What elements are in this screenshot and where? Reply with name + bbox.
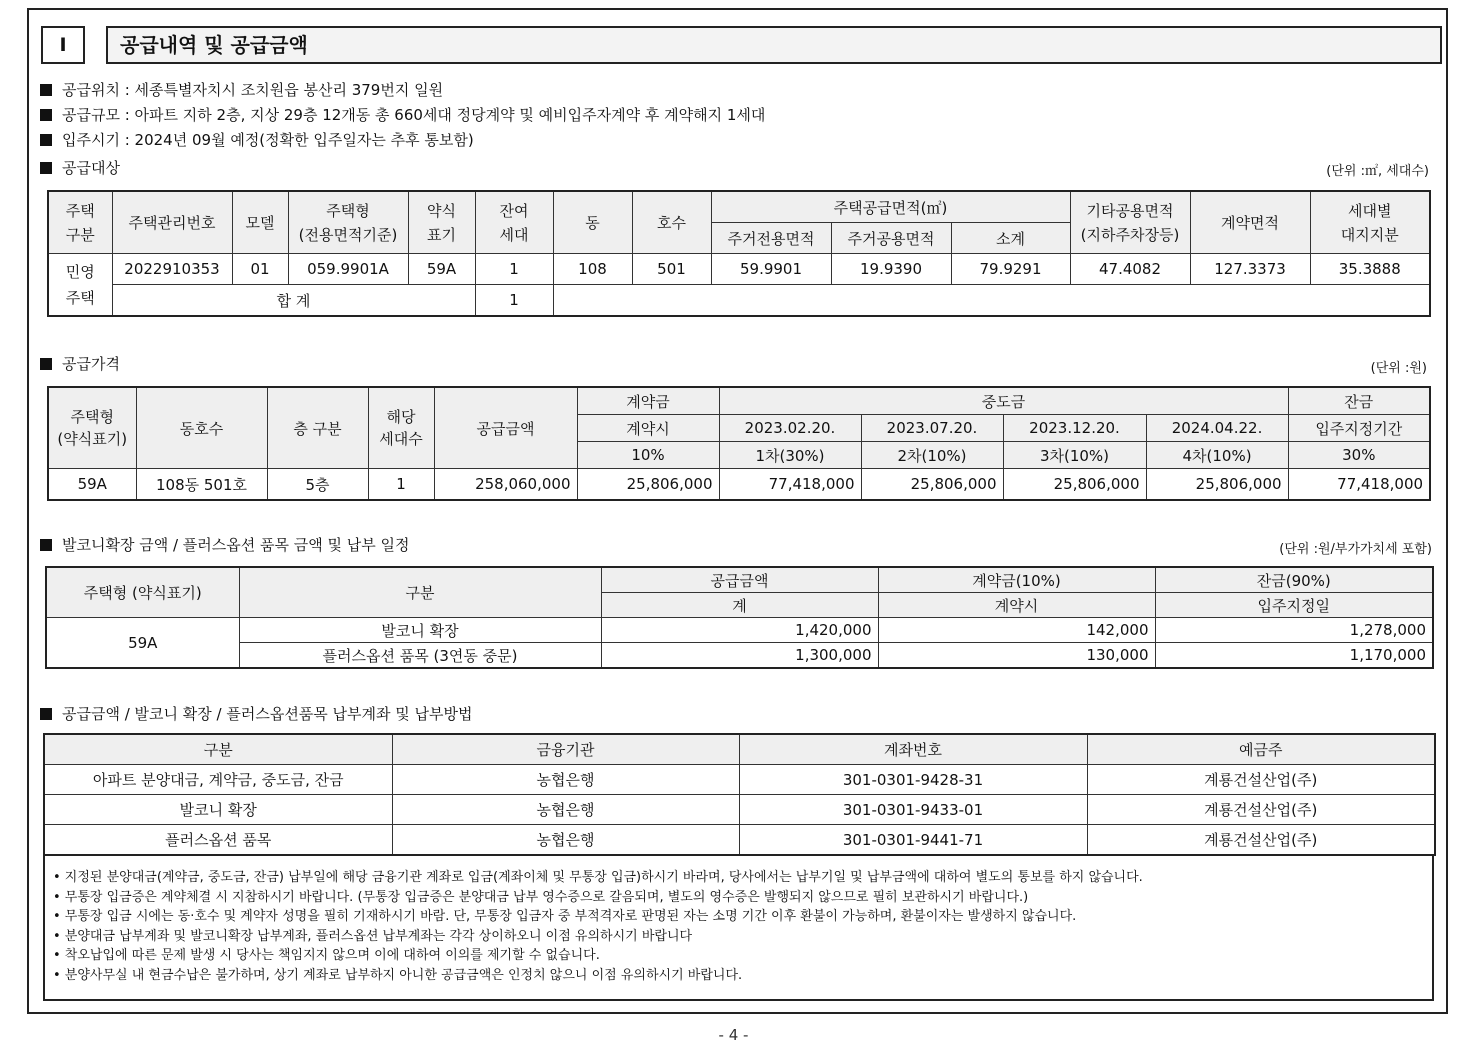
bullet-square-icon <box>40 84 52 96</box>
accounts-title <box>40 704 473 724</box>
bullet-square-icon <box>40 134 52 146</box>
cell-acc-holder: 계룡건설산업(주) <box>1087 825 1435 856</box>
cell-abbr: 59A <box>408 254 475 285</box>
cell-acc-category: 발코니 확장 <box>44 795 392 825</box>
th-acc-account: 계좌번호 <box>739 734 1087 765</box>
th-ho: 호수 <box>632 191 711 254</box>
cell-acc-bank: 농협은행 <box>392 765 739 795</box>
th-date-4: 2024.04.22. <box>1146 415 1288 442</box>
info-scale-text: 공급규모 : 아파트 지하 2층, 지상 29층 12개동 총 660세대 정당계약 및 예비입주자계약 후 계약해지 1세대 <box>62 106 766 124</box>
th-land-share: 세대별 대지지분 <box>1310 191 1430 254</box>
bullet-square-icon <box>40 109 52 121</box>
info-scale <box>40 105 765 125</box>
th-supply-area: 주택공급면적(㎡) <box>711 191 1070 223</box>
th-balance: 잔금 <box>1288 387 1430 415</box>
balcony-title <box>40 535 410 555</box>
th-common-area: 주거공용면적 <box>831 223 951 254</box>
cell-housing-type: 민영 주택 <box>48 254 112 317</box>
cell-total-value: 1 <box>475 285 553 317</box>
cell-total-empty <box>553 285 1430 317</box>
cell-total-label: 합 계 <box>112 285 475 317</box>
info-move-in-text: 입주시기 : 2024년 09월 예정(정확한 입주일자는 추후 통보함) <box>62 131 474 149</box>
th-dong: 동 <box>553 191 632 254</box>
cell-option-deposit: 130,000 <box>878 643 1155 669</box>
th-bal-category: 구분 <box>239 567 601 618</box>
cell-acc-category: 아파트 분양대금, 계약금, 중도금, 잔금 <box>44 765 392 795</box>
bullet-square-icon <box>40 162 52 174</box>
cell-acc-holder: 계룡건설산업(주) <box>1087 765 1435 795</box>
section-number: I <box>41 26 85 64</box>
th-balance-time: 입주지정기간 <box>1288 415 1430 442</box>
cell-middle-4: 25,806,000 <box>1146 469 1288 501</box>
cell-acc-account: 301-0301-9428-31 <box>739 765 1087 795</box>
th-abbr: 약식 표기 <box>408 191 475 254</box>
th-amount: 공급금액 <box>434 387 577 469</box>
supply-unit: (단위 :㎡, 세대수) <box>1326 164 1429 179</box>
cell-bal-category: 발코니 확장 <box>239 618 601 643</box>
bullet-square-icon <box>40 358 52 370</box>
cell-subtotal: 79.9291 <box>951 254 1070 285</box>
th-subtotal: 소계 <box>951 223 1070 254</box>
info-location <box>40 80 443 100</box>
balcony-table <box>45 566 1434 669</box>
th-house-type: 주택형 (전용면적기준) <box>288 191 408 254</box>
th-price-house-type: 주택형 (약식표기) <box>48 387 136 469</box>
th-units: 해당 세대수 <box>368 387 434 469</box>
cell-bal-total: 1,420,000 <box>601 618 878 643</box>
cell-option-balance: 1,170,000 <box>1155 643 1433 669</box>
cell-acc-holder: 계룡건설산업(주) <box>1087 795 1435 825</box>
info-move-in <box>40 130 474 150</box>
note-item: • 착오납입에 따른 문제 발생 시 당사는 책임지지 않으며 이에 대하여 이의를 제기할 수 없습니다. <box>53 948 600 963</box>
cell-dong: 108 <box>553 254 632 285</box>
cell-mgmt-no: 2022910353 <box>112 254 232 285</box>
th-other-area: 기타공용면적 (지하주차장등) <box>1070 191 1190 254</box>
page-number: - 4 - <box>718 1026 749 1044</box>
th-housing-type: 주택 구분 <box>48 191 112 254</box>
note-item: • 무통장 입금 시에는 동·호수 및 계약자 성명을 필히 기재하시기 바람. 단, 무통장 입금자 중 부적격자로 판명된 자는 소명 기간 이후 환불이 가능하며, 환불이자는 발생하지 않습니다. <box>53 909 1077 924</box>
th-bal-supply: 공급금액 <box>601 567 878 593</box>
price-unit: (단위 :원) <box>1370 361 1427 376</box>
cell-bal-house-type: 59A <box>46 618 239 669</box>
note-item: • 분양대금 납부계좌 및 발코니확장 납부계좌, 플러스옵션 납부계좌는 각각 상이하오니 이점 유의하시기 바랍니다 <box>53 928 693 944</box>
cell-balance: 77,418,000 <box>1288 469 1430 501</box>
th-contract-area: 계약면적 <box>1190 191 1310 254</box>
th-model: 모델 <box>232 191 288 254</box>
th-private-area: 주거전용면적 <box>711 223 831 254</box>
cell-common-area: 19.9390 <box>831 254 951 285</box>
info-location-text: 공급위치 : 세종특별자치시 조치원읍 봉산리 379번지 일원 <box>62 81 444 99</box>
cell-acc-account: 301-0301-9433-01 <box>739 795 1087 825</box>
cell-acc-bank: 농협은행 <box>392 825 739 856</box>
th-date-3: 2023.12.20. <box>1003 415 1146 442</box>
th-bal-house-type: 주택형 (약식표기) <box>46 567 239 618</box>
th-date-2: 2023.07.20. <box>861 415 1003 442</box>
th-deposit: 계약금 <box>577 387 719 415</box>
info-target <box>40 158 120 178</box>
th-balance-pct: 30% <box>1288 442 1430 469</box>
cell-floor: 5층 <box>267 469 368 501</box>
th-mgmt-no: 주택관리번호 <box>112 191 232 254</box>
cell-private-area: 59.9901 <box>711 254 831 285</box>
cell-middle-2: 25,806,000 <box>861 469 1003 501</box>
cell-deposit: 25,806,000 <box>577 469 719 501</box>
cell-contract-area: 127.3373 <box>1190 254 1310 285</box>
th-pct-1: 1차(30%) <box>719 442 861 469</box>
balcony-title-text: 발코니확장 금액 / 플러스옵션 품목 금액 및 납부 일정 <box>62 536 410 554</box>
note-item: • 분양사무실 내 현금수납은 불가하며, 상기 계좌로 납부하지 아니한 공급금액은 인정치 않으니 이점 유의하시기 바랍니다. <box>53 967 743 983</box>
cell-dong-ho: 108동 501호 <box>136 469 267 501</box>
th-bal-deposit: 계약금(10%) <box>878 567 1155 593</box>
accounts-table <box>43 733 1436 856</box>
price-title <box>40 354 120 374</box>
th-bal-balance: 잔금(90%) <box>1155 567 1433 593</box>
balcony-unit: (단위 :원/부가가치세 포함) <box>1279 542 1432 557</box>
th-date-1: 2023.02.20. <box>719 415 861 442</box>
cell-acc-category: 플러스옵션 품목 <box>44 825 392 856</box>
th-middle: 중도금 <box>719 387 1288 415</box>
th-pct-2: 2차(10%) <box>861 442 1003 469</box>
cell-option-category: 플러스옵션 품목 (3연동 중문) <box>239 643 601 669</box>
cell-acc-bank: 농협은행 <box>392 795 739 825</box>
th-bal-balance-time: 입주지정일 <box>1155 593 1433 618</box>
cell-acc-account: 301-0301-9441-71 <box>739 825 1087 856</box>
bullet-square-icon <box>40 539 52 551</box>
cell-other-area: 47.4082 <box>1070 254 1190 285</box>
th-bal-total: 계 <box>601 593 878 618</box>
section-title: 공급내역 및 공급금액 <box>106 26 1442 64</box>
cell-house-type: 059.9901A <box>288 254 408 285</box>
th-floor: 층 구분 <box>267 387 368 469</box>
cell-amount: 258,060,000 <box>434 469 577 501</box>
th-bal-deposit-time: 계약시 <box>878 593 1155 618</box>
cell-ho: 501 <box>632 254 711 285</box>
price-table <box>47 386 1431 501</box>
th-pct-4: 4차(10%) <box>1146 442 1288 469</box>
payment-notes <box>43 856 1434 1001</box>
th-acc-bank: 금융기관 <box>392 734 739 765</box>
cell-price-house-type: 59A <box>48 469 136 501</box>
cell-bal-balance: 1,278,000 <box>1155 618 1433 643</box>
cell-model: 01 <box>232 254 288 285</box>
cell-bal-deposit: 142,000 <box>878 618 1155 643</box>
cell-land-share: 35.3888 <box>1310 254 1430 285</box>
note-item: • 무통장 입금증은 계약체결 시 지참하시기 바랍니다. (무통장 입금증은 분양대금 납부 영수증으로 갈음되며, 별도의 영수증은 발행되지 않으므로 필히 보관하시기 바랍니다.) <box>53 889 1029 905</box>
accounts-title-text: 공급금액 / 발코니 확장 / 플러스옵션품목 납부계좌 및 납부방법 <box>62 705 473 723</box>
price-title-text: 공급가격 <box>62 355 120 373</box>
th-remaining: 잔여 세대 <box>475 191 553 254</box>
cell-units: 1 <box>368 469 434 501</box>
th-pct-3: 3차(10%) <box>1003 442 1146 469</box>
th-deposit-pct: 10% <box>577 442 719 469</box>
bullet-square-icon <box>40 708 52 720</box>
th-acc-holder: 예금주 <box>1087 734 1435 765</box>
supply-target-table <box>47 190 1431 317</box>
th-dong-ho: 동호수 <box>136 387 267 469</box>
cell-middle-3: 25,806,000 <box>1003 469 1146 501</box>
info-target-text: 공급대상 <box>62 159 120 177</box>
cell-middle-1: 77,418,000 <box>719 469 861 501</box>
cell-remaining: 1 <box>475 254 553 285</box>
note-item: • 지정된 분양대금(계약금, 중도금, 잔금) 납부일에 해당 금융기관 계좌로 입금(계좌이체 및 무통장 입금)하시기 바라며, 당사에서는 납부기일 및 납부금액에 대하여 별도의 통보를 하지 않습니다. <box>53 870 1143 885</box>
th-deposit-time: 계약시 <box>577 415 719 442</box>
th-acc-category: 구분 <box>44 734 392 765</box>
cell-option-total: 1,300,000 <box>601 643 878 669</box>
